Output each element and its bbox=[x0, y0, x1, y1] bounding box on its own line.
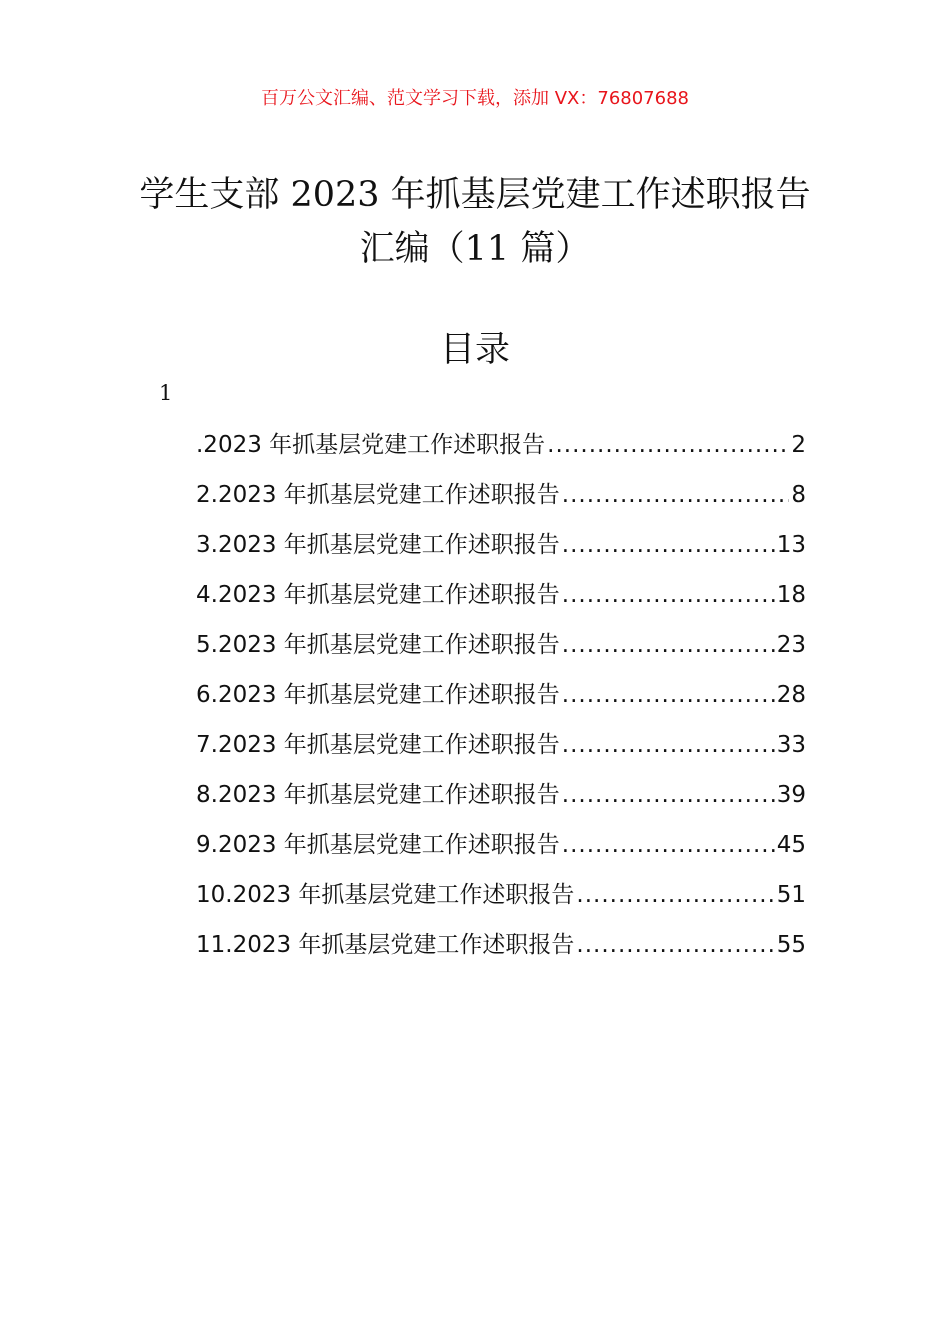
toc-leader-dots bbox=[562, 820, 775, 870]
toc-leader-dots bbox=[562, 770, 775, 820]
toc-entry-page: 18 bbox=[776, 582, 806, 608]
toc-entry[interactable] bbox=[196, 720, 806, 770]
toc-entry-label: 4.2023 年抓基层党建工作述职报告 bbox=[196, 582, 560, 608]
toc-entry[interactable] bbox=[196, 470, 806, 520]
toc-entry[interactable] bbox=[196, 920, 806, 970]
toc-entry[interactable] bbox=[196, 620, 806, 670]
toc-entry-label: 5.2023 年抓基层党建工作述职报告 bbox=[196, 632, 560, 658]
toc-leader-dots bbox=[547, 420, 789, 470]
toc-heading: 目录 bbox=[439, 330, 510, 370]
toc-entry[interactable] bbox=[196, 420, 806, 470]
toc-leader-dots bbox=[562, 570, 775, 620]
toc-entry-label: 3.2023 年抓基层党建工作述职报告 bbox=[196, 532, 560, 558]
toc-leader-dots bbox=[562, 620, 775, 670]
toc-entry-page: 55 bbox=[776, 932, 806, 958]
toc-entry-label: 2.2023 年抓基层党建工作述职报告 bbox=[196, 482, 560, 508]
toc-entry-page: 2 bbox=[791, 432, 806, 458]
toc-entry-label: .2023 年抓基层党建工作述职报告 bbox=[196, 432, 546, 458]
toc-entry[interactable] bbox=[196, 520, 806, 570]
toc-entry[interactable] bbox=[196, 770, 806, 820]
toc-entry[interactable] bbox=[196, 570, 806, 620]
toc-leader-dots bbox=[562, 470, 790, 520]
toc-entry-label: 7.2023 年抓基层党建工作述职报告 bbox=[196, 732, 560, 758]
toc-entry-page: 13 bbox=[776, 532, 806, 558]
document-title bbox=[100, 168, 850, 276]
toc-entry-page: 23 bbox=[776, 632, 806, 658]
header-note: 百万公文汇编、范文学习下载，添加 VX：76807688 bbox=[261, 88, 689, 109]
stray-number: 1 bbox=[159, 381, 173, 405]
toc-entry-page: 28 bbox=[776, 682, 806, 708]
toc-entry-label: 11.2023 年抓基层党建工作述职报告 bbox=[196, 932, 575, 958]
toc-entry-page: 51 bbox=[776, 882, 806, 908]
toc-entry-page: 8 bbox=[791, 482, 806, 508]
toc-leader-dots bbox=[562, 520, 775, 570]
toc-entry-label: 8.2023 年抓基层党建工作述职报告 bbox=[196, 782, 560, 808]
toc-entry[interactable] bbox=[196, 870, 806, 920]
table-of-contents bbox=[196, 420, 806, 970]
toc-leader-dots bbox=[562, 670, 775, 720]
document-title-line-2: 汇编（11 篇） bbox=[359, 229, 591, 269]
toc-leader-dots bbox=[576, 920, 774, 970]
toc-entry-label: 6.2023 年抓基层党建工作述职报告 bbox=[196, 682, 560, 708]
toc-entry[interactable] bbox=[196, 820, 806, 870]
toc-entry-page: 45 bbox=[776, 832, 806, 858]
toc-entry-page: 33 bbox=[776, 732, 806, 758]
toc-leader-dots bbox=[576, 870, 774, 920]
document-title-line-1: 学生支部 2023 年抓基层党建工作述职报告 bbox=[139, 175, 811, 215]
toc-entry-label: 10.2023 年抓基层党建工作述职报告 bbox=[196, 882, 575, 908]
toc-leader-dots bbox=[562, 720, 775, 770]
toc-entry-page: 39 bbox=[776, 782, 806, 808]
toc-entry[interactable] bbox=[196, 670, 806, 720]
toc-entry-label: 9.2023 年抓基层党建工作述职报告 bbox=[196, 832, 560, 858]
